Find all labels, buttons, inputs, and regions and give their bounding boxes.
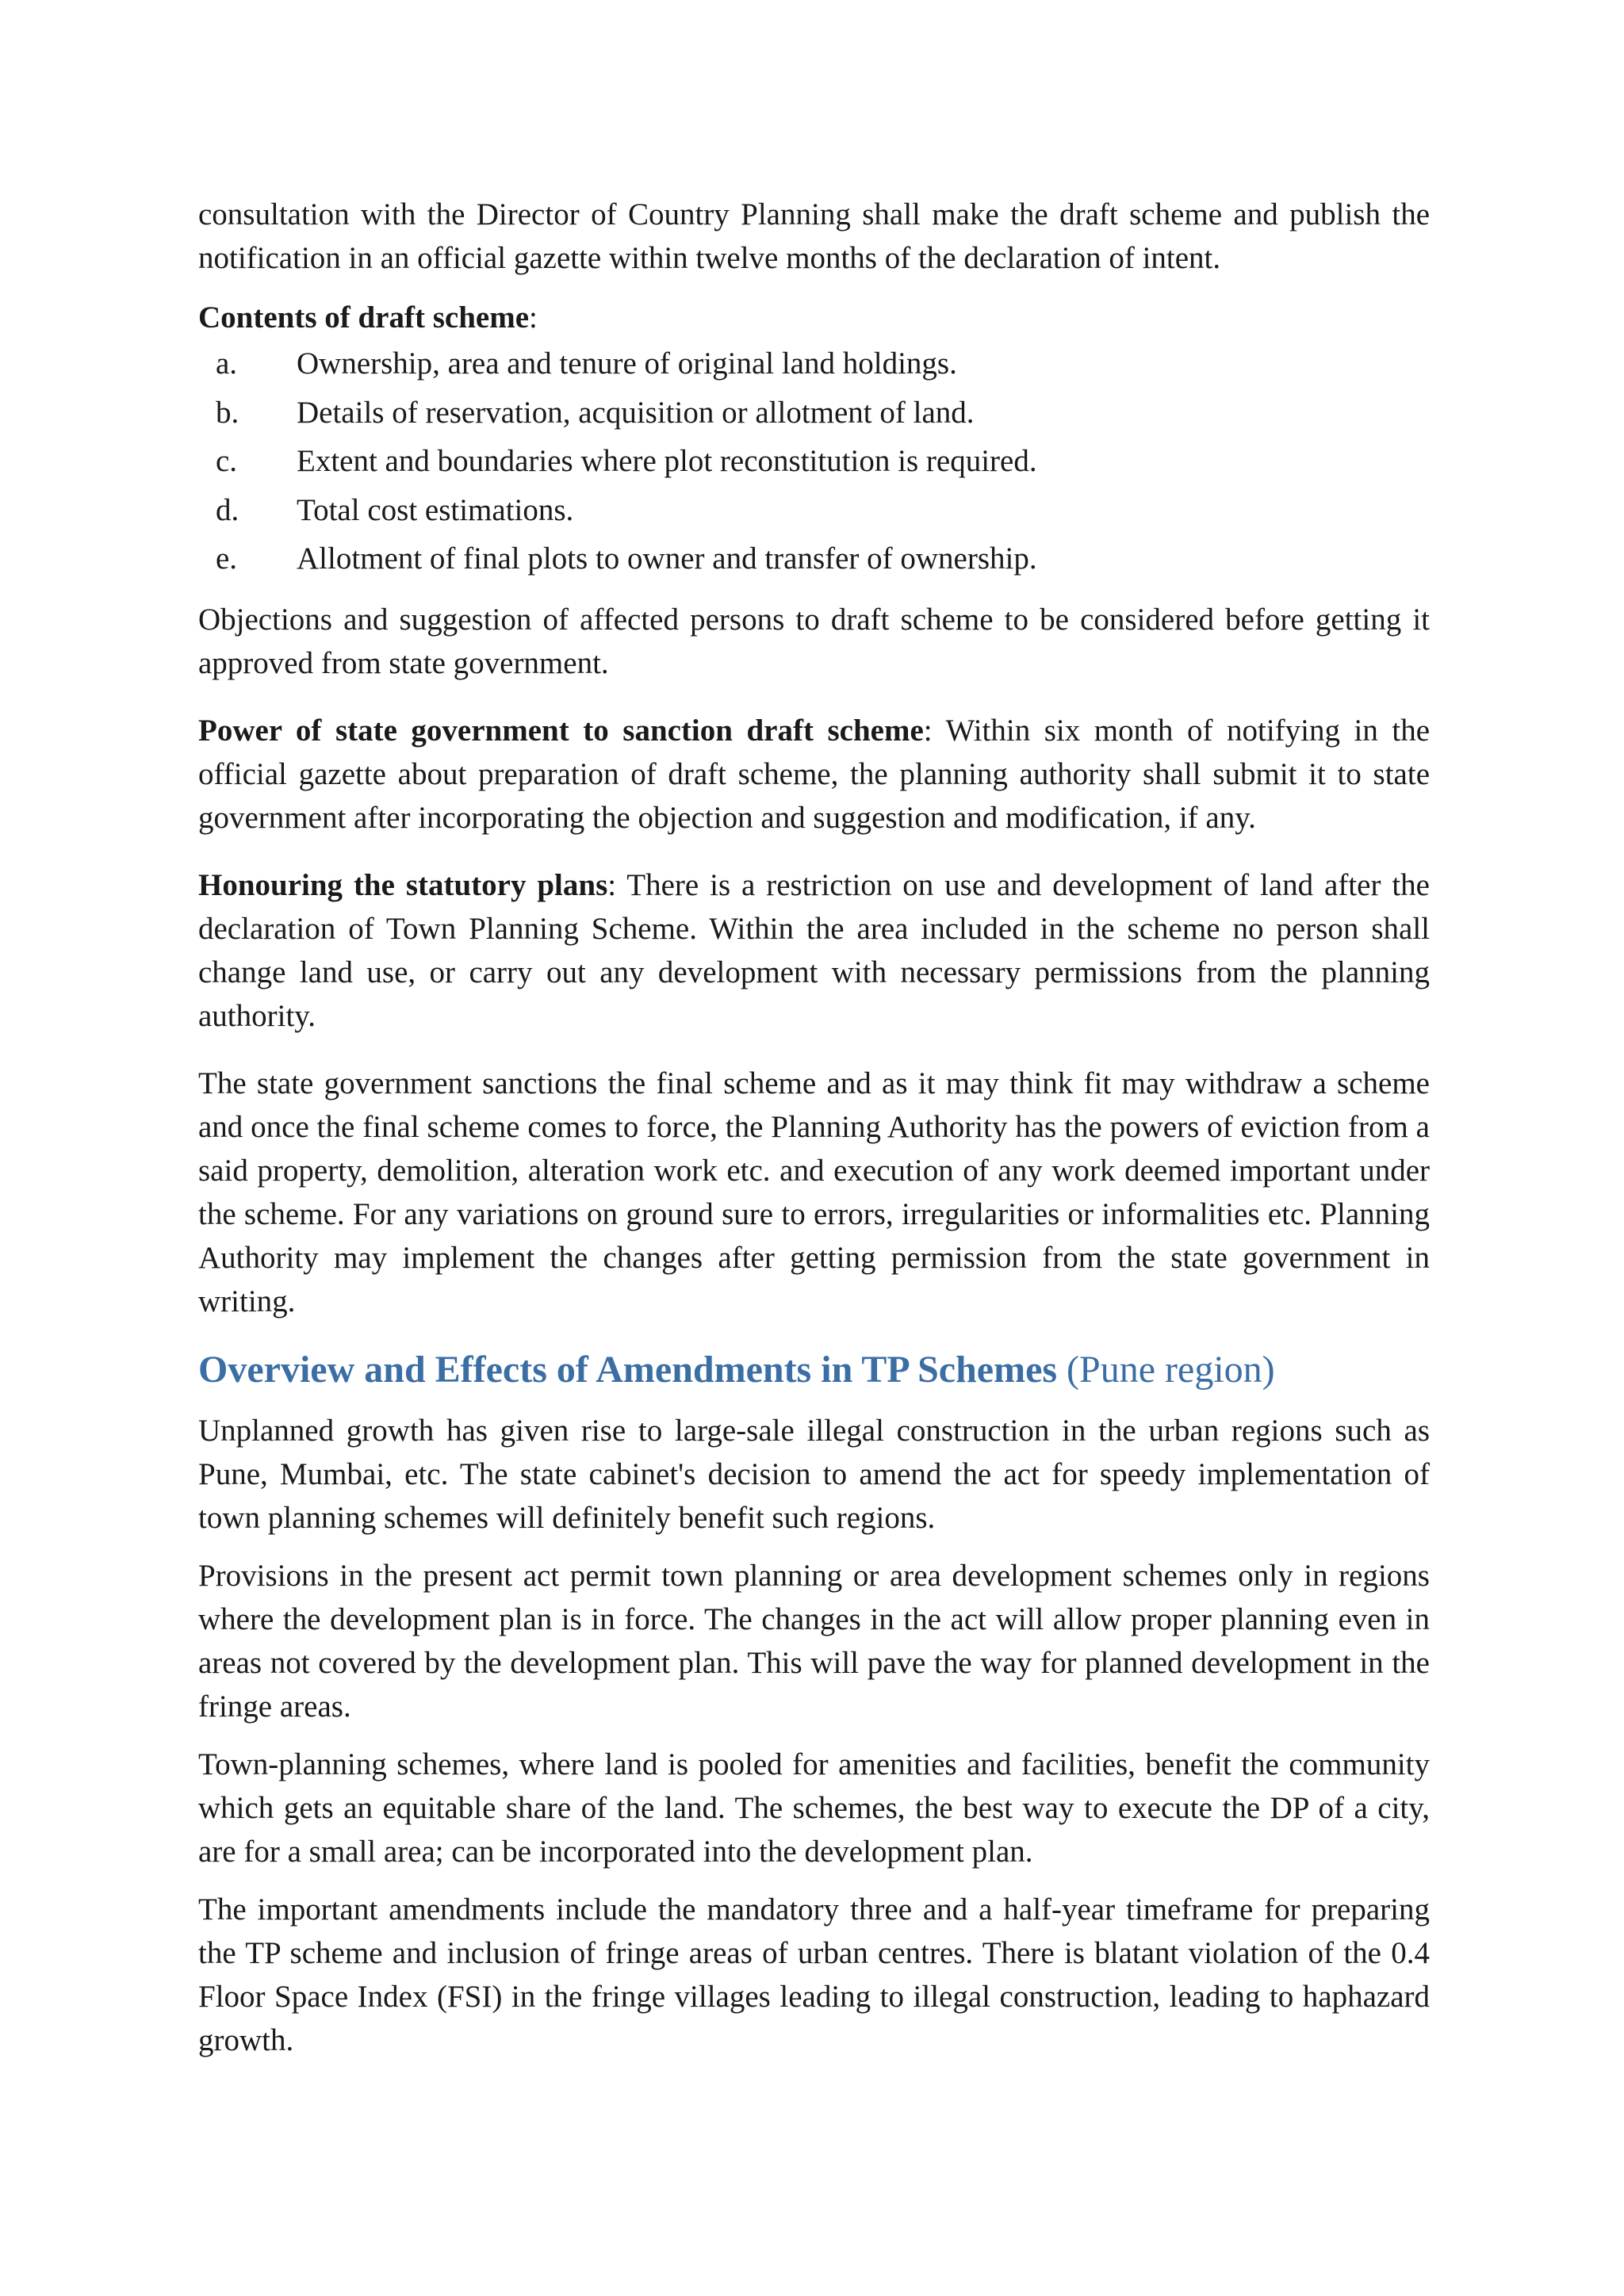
contents-heading-colon: : — [529, 300, 538, 335]
section-heading — [198, 1345, 1430, 1395]
honouring-lead: Honouring the statutory plans — [198, 867, 608, 902]
section-subtitle: (Pune region) — [1057, 1348, 1275, 1391]
list-marker: d. — [216, 492, 239, 527]
amendments-paragraph: The important amendments include the mandatory three and a half-year timeframe for preparing the TP scheme and inclusion of fringe areas of urban centres. There is blatant violation of the 0.4 Floor Space Index (FSI) in the fringe villages leading to illegal construction, leading to haphazard growth. — [198, 1892, 1430, 2057]
provisions-paragraph: Provisions in the present act permit town planning or area development schemes only in regions where the development plan is in force. The changes in the act will allow proper planning even in areas not covered by the development plan. This will pave the way for planned development in the fringe areas. — [198, 1558, 1430, 1724]
list-item — [198, 437, 1430, 486]
list-item-text: Details of reservation, acquisition or allotment of land. — [297, 395, 975, 430]
power-lead: Power of state government to sanction draft scheme — [198, 713, 924, 748]
power-text: : Within six month of notifying in the official gazette about preparation of draft scheme, the planning authority shall submit it to state government after incorporating the objection and suggestion and modification, if any. — [198, 713, 1431, 835]
list-item-text: Total cost estimations. — [297, 492, 574, 527]
objections-paragraph: Objections and suggestion of affected persons to draft scheme to be considered before getting it approved from state government. — [198, 602, 1430, 680]
list-item-text: Extent and boundaries where plot reconstitution is required. — [297, 444, 1037, 478]
list-marker: a. — [216, 346, 238, 381]
power-paragraph — [198, 709, 1430, 840]
list-item — [198, 339, 1430, 388]
list-item — [198, 486, 1430, 535]
list-item-text: Allotment of final plots to owner and transfer of ownership. — [297, 541, 1037, 576]
honouring-text: : There is a restriction on use and development of land after the declaration of Town Planning Scheme. Within the area included in the scheme no person shall change land use, or carry out any development with necessary permissions from the planning authority. — [198, 867, 1430, 1033]
contents-heading — [198, 296, 1430, 339]
contents-heading-label: Contents of draft scheme — [198, 300, 530, 335]
list-marker: c. — [216, 444, 238, 478]
section-title: Overview and Effects of Amendments in TP Schemes — [198, 1348, 1058, 1391]
list-item — [198, 534, 1430, 584]
list-item-text: Ownership, area and tenure of original land holdings. — [297, 346, 957, 381]
intro-paragraph: consultation with the Director of Country Planning shall make the draft scheme and publish the notification in an official gazette within twelve months of the declaration of intent. — [198, 197, 1430, 275]
townplanning-paragraph: Town-planning schemes, where land is pooled for amenities and facilities, benefit the community which gets an equitable share of the land. The schemes, the best way to execute the DP of a city, are for a small area; can be incorporated into the development plan. — [198, 1747, 1430, 1869]
list-marker: b. — [216, 395, 239, 430]
honouring-paragraph — [198, 863, 1430, 1038]
document-page — [198, 193, 1430, 2062]
contents-list — [198, 339, 1430, 584]
unplanned-paragraph: Unplanned growth has given rise to large-sale illegal construction in the urban regions such as Pune, Mumbai, etc. The state cabinet's decision to amend the act for speedy implementation of town planning schemes will definitely benefit such regions. — [198, 1413, 1430, 1535]
list-item — [198, 388, 1430, 438]
list-marker: e. — [216, 541, 238, 576]
sanction-paragraph: The state government sanctions the final scheme and as it may think fit may withdraw a scheme and once the final scheme comes to force, the Planning Authority has the powers of eviction from a said property, demolition, alteration work etc. and execution of any work deemed important under the scheme. For any variations on ground sure to errors, irregularities or informalities etc. Planning Authority may implement the changes after getting permission from the state government in writing. — [198, 1066, 1430, 1318]
